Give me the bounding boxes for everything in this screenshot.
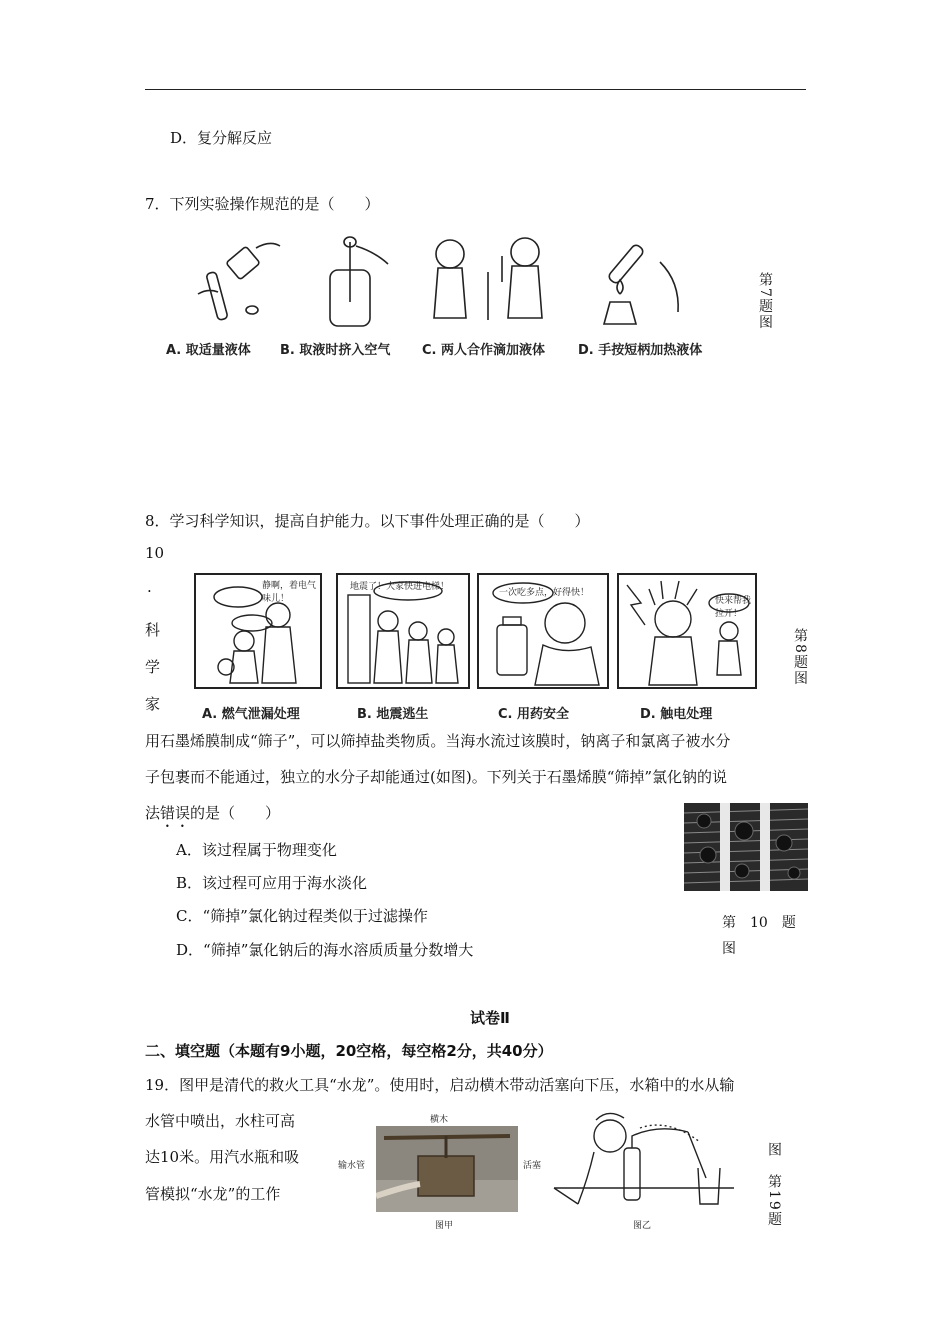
q7-option-d: D. 手按短柄加热液体 (578, 343, 703, 358)
q8-panel-a (194, 573, 322, 689)
q10-figure-caption-2: 图 (722, 941, 736, 957)
q8-figure-caption: 第8题图 (792, 628, 808, 687)
q7-option-c: C. 两人合作滴加液体 (422, 343, 546, 358)
q10-option-c: C．“筛掉”氯化钠过程类似于过滤操作 (176, 907, 428, 925)
q19-figure-b (548, 1108, 740, 1218)
q19-line-2: 水管中喷出，水柱可高 (145, 1112, 296, 1130)
q10-option-d: D．“筛掉”氯化钠后的海水溶质质量分数增大 (176, 941, 474, 959)
q19-figure-b-caption: 图乙 (633, 1221, 652, 1231)
q10-figure-caption-1: 第 10 题 (722, 915, 796, 931)
header-rule (145, 89, 806, 90)
q19-label-pipe: 输水管 (338, 1161, 366, 1171)
q7-stem: 7．下列实验操作规范的是（ ） (145, 195, 380, 213)
q19-figure-caption: 图 第19题 (766, 1142, 782, 1228)
q8-bubble-d: 快来帮我拉开！ (715, 596, 752, 619)
q10-number: 10 (145, 544, 165, 562)
q19-line-1: 19．图甲是清代的救火工具“水龙”。使用时，启动横木带动活塞向下压，水箱中的水从输 (145, 1076, 735, 1094)
q19-line-3: 达10米。用汽水瓶和吸 (145, 1148, 300, 1166)
q8-option-d: D. 触电处理 (640, 707, 713, 722)
q8-stem: 8．学习科学知识，提高自护能力。以下事件处理正确的是（ ） (145, 512, 590, 530)
q6-option-d: D．复分解反应 (170, 129, 273, 147)
q8-option-a: A. 燃气泄漏处理 (202, 707, 300, 722)
q8-option-c: C. 用药安全 (498, 707, 570, 722)
q7-figure-caption: 第7题图 (757, 272, 773, 331)
q8-panel-c (477, 573, 609, 689)
q7-option-b: B. 取液时挤入空气 (280, 343, 391, 358)
q10-char-2: 学 (145, 658, 161, 676)
q10-dot: . (147, 578, 152, 596)
q19-figure-a (376, 1126, 518, 1212)
part2-title: 试卷Ⅱ (470, 1009, 510, 1027)
part2-section-heading: 二、填空题（本题有9小题，20空格，每空格2分，共40分） (145, 1042, 553, 1060)
q10-option-a: A．该过程属于物理变化 (176, 841, 337, 859)
q10-figure (684, 803, 808, 891)
q8-bubble-c: 一次吃多点，好得快！ (499, 588, 590, 598)
q19-line-4: 管模拟“水龙”的工作 (145, 1185, 281, 1203)
q10-option-b: B．该过程可应用于海水淡化 (176, 874, 368, 892)
q19-figure-a-caption: 图甲 (435, 1221, 454, 1231)
q8-bubble-b: 地震了！大家快进电梯！ (350, 582, 450, 592)
q8-panel-b (336, 573, 470, 689)
q7-option-a: A. 取适量液体 (166, 343, 251, 358)
q10-line-1: 用石墨烯膜制成“筛子”，可以筛掉盐类物质。当海水流过该膜时，钠离子和氯离子被水分 (145, 732, 731, 750)
q8-panel-d (617, 573, 757, 689)
q10-line-3: 法错误的是（ ） (145, 804, 281, 822)
q10-char-1: 科 (145, 621, 161, 639)
q10-emphasis: 错误 (160, 804, 191, 822)
q10-char-3: 家 (145, 695, 161, 713)
q8-bubble-a1: 静啊，着电气味儿！ (262, 581, 317, 604)
q8-option-b: B. 地震逃生 (357, 707, 429, 722)
q19-label-beam: 横木 (430, 1115, 449, 1125)
q7-illustration (190, 232, 720, 332)
q10-line-2: 子包裹而不能通过，独立的水分子却能通过(如图)。下列关于石墨烯膜“筛掉”氯化钠的说 (145, 768, 728, 786)
q19-label-piston: 活塞 (523, 1161, 542, 1171)
